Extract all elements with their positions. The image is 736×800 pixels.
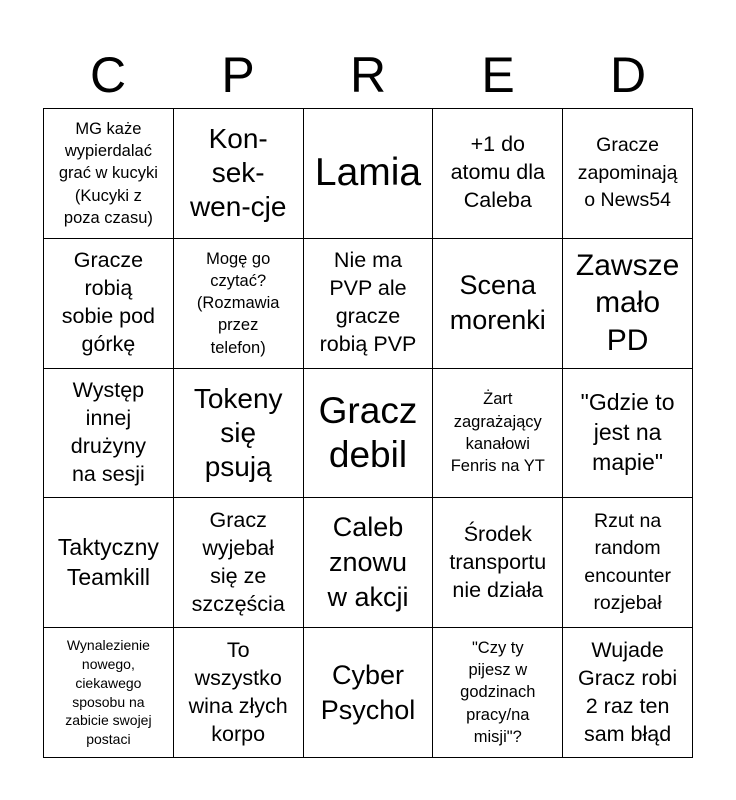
bingo-cell-text: Gracz debil <box>318 389 418 475</box>
bingo-cell-text: Nie ma PVP ale gracze robią PVP <box>319 248 417 357</box>
bingo-cell[interactable] <box>304 498 434 628</box>
bingo-cell-text: Gracz wyjebał się ze szczęścia <box>191 507 285 616</box>
header-letter-e: E <box>481 47 515 103</box>
bingo-cell-text: To wszystko wina złych korpo <box>188 637 288 746</box>
bingo-cell-text: "Czy ty pijesz w godzinach pracy/na misji"? <box>460 638 536 746</box>
header-letter-c: C <box>89 47 127 103</box>
bingo-cell[interactable] <box>433 369 563 499</box>
bingo-cell-text: Rzut na random encounter rozjebał <box>584 510 671 615</box>
bingo-cell[interactable] <box>44 239 174 369</box>
bingo-cell[interactable] <box>433 239 563 369</box>
bingo-cell[interactable] <box>44 369 174 499</box>
bingo-cell-text: Występ innej drużyny na sesji <box>70 378 147 486</box>
bingo-cell[interactable] <box>563 628 693 758</box>
bingo-cell[interactable] <box>174 109 304 239</box>
bingo-cell[interactable] <box>174 628 304 758</box>
bingo-cell[interactable] <box>563 498 693 628</box>
bingo-cell[interactable] <box>563 239 693 369</box>
bingo-cell[interactable] <box>174 369 304 499</box>
bingo-cell[interactable] <box>304 109 434 239</box>
bingo-cell-text: Gracze robią sobie pod górkę <box>61 248 156 357</box>
bingo-cell-text: MG każe wypierdalać grać w kucyki (Kucyki z poza czasu) <box>58 119 158 227</box>
bingo-cell-text: Mogę go czytać? (Rozmawia przez telefon) <box>196 249 280 357</box>
bingo-cell-text: Środek transportu nie działa <box>449 521 547 602</box>
bingo-cell-text: Wujade Gracz robi 2 raz ten sam błąd <box>578 637 678 746</box>
bingo-cell[interactable] <box>44 628 174 758</box>
bingo-cell-text: Kon- sek- wen-cje <box>189 123 287 223</box>
bingo-cell-text: Tokeny się psują <box>193 382 283 483</box>
bingo-cell[interactable] <box>44 109 174 239</box>
bingo-cell[interactable] <box>304 628 434 758</box>
bingo-header <box>43 42 693 108</box>
bingo-cell-text: Cyber Psychol <box>320 659 416 725</box>
bingo-cell[interactable] <box>174 239 304 369</box>
bingo-cell-text: Wynalezienie nowego, ciekawego sposobu na zabicie swojej postaci <box>65 636 152 748</box>
bingo-cell-text: Taktyczny Teamkill <box>57 533 159 590</box>
bingo-cell[interactable] <box>44 498 174 628</box>
bingo-cell-text: Caleb znowu w akcji <box>327 512 409 613</box>
bingo-cell-text: Lamia <box>314 151 422 194</box>
bingo-cell-text: Zawsze mało PD <box>575 248 680 357</box>
bingo-cell[interactable] <box>174 498 304 628</box>
bingo-cell[interactable] <box>433 498 563 628</box>
bingo-cell-text: Żart zagrażający kanałowi Fenris na YT <box>450 390 545 476</box>
bingo-cell[interactable] <box>563 369 693 499</box>
bingo-cell[interactable] <box>304 369 434 499</box>
header-letter-p: P <box>221 47 255 103</box>
bingo-cell[interactable] <box>433 628 563 758</box>
bingo-cell[interactable] <box>433 109 563 239</box>
header-letter-r: R <box>349 47 387 103</box>
bingo-cell-text: Scena morenki <box>449 270 546 336</box>
bingo-grid <box>43 108 693 758</box>
bingo-cell[interactable] <box>304 239 434 369</box>
bingo-cell-text: Gracze zapominają o News54 <box>577 134 678 212</box>
bingo-cell-text: +1 do atomu dla Caleba <box>450 132 545 213</box>
header-letter-d: D <box>609 47 647 103</box>
bingo-cell[interactable] <box>563 109 693 239</box>
bingo-cell-text: "Gdzie to jest na mapie" <box>580 389 675 475</box>
